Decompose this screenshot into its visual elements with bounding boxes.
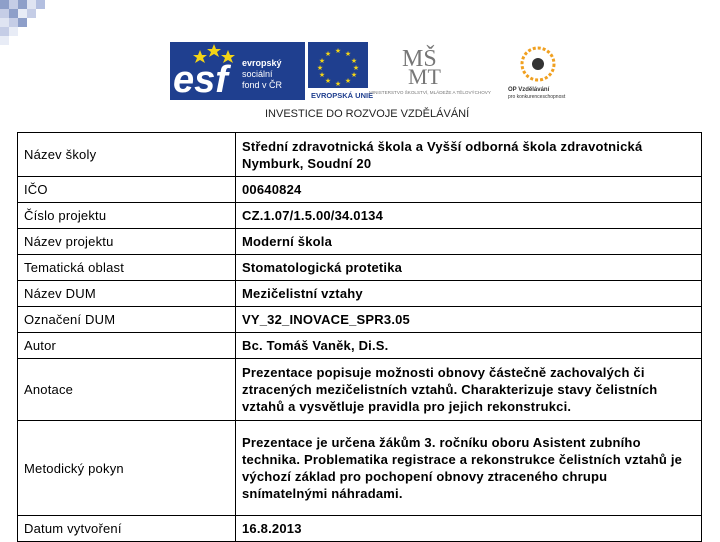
table-row [18, 307, 702, 333]
row-label: Datum vytvoření [18, 516, 236, 542]
table-row [18, 229, 702, 255]
dum-info-table-wrapper [17, 132, 702, 542]
row-value: Střední zdravotnická škola a Vyšší odborná škola zdravotnická Nymburk, Soudní 20 [236, 133, 702, 177]
project-logos-banner [170, 40, 600, 120]
row-label: Tematická oblast [18, 255, 236, 281]
op-logo-text-2: pro konkurenceschopnost [508, 94, 566, 100]
msmt-logo [369, 45, 491, 95]
esf-logo-text-3: fond v ČR [242, 80, 283, 90]
table-row [18, 281, 702, 307]
row-value: VY_32_INOVACE_SPR3.05 [236, 307, 702, 333]
row-label: Název školy [18, 133, 236, 177]
svg-text:★: ★ [352, 64, 360, 72]
row-label: Číslo projektu [18, 203, 236, 229]
dum-info-table [17, 132, 702, 542]
row-value: Prezentace je určena žákům 3. ročníku oboru Asistent zubního technika. Problematika registrace a rekonstrukce čelistních vztahů je výchozí základ pro pochopení obnovy ztraceného chrupu snímatelnými náhradami. [236, 421, 702, 516]
svg-text:★: ★ [350, 71, 358, 79]
row-label: Název projektu [18, 229, 236, 255]
table-row [18, 133, 702, 177]
row-label: Autor [18, 333, 236, 359]
row-value: Stomatologická protetika [236, 255, 702, 281]
msmt-logo-text: MINISTERSTVO ŠKOLSTVÍ, MLÁDEŽE A TĚLOVÝCHOVY [369, 90, 491, 95]
table-row [18, 421, 702, 516]
row-label: Název DUM [18, 281, 236, 307]
eu-flag-logo [308, 42, 373, 100]
table-row [18, 359, 702, 421]
svg-text:esf: esf [173, 59, 228, 101]
row-value: Prezentace popisuje možnosti obnovy částečně zachovalých či ztracených mezičelistních vztahů. Charakterizuje stavy čelistních vztahů a vysvětluje pravidla pro jejich rekonstrukci. [236, 359, 702, 421]
esf-logo-text-2: sociální [242, 69, 273, 79]
esf-logo [170, 42, 305, 101]
svg-text:★: ★ [350, 57, 358, 65]
row-value: Bc. Tomáš Vaněk, Di.S. [236, 333, 702, 359]
corner-squares-decoration [0, 0, 60, 45]
svg-text:MŠ: MŠ [402, 46, 437, 72]
svg-text:★: ★ [318, 71, 326, 79]
svg-text:MT: MT [408, 64, 441, 89]
svg-text:★: ★ [316, 64, 324, 72]
eu-logo-text: EVROPSKÁ UNIE [311, 91, 374, 100]
row-label: Anotace [18, 359, 236, 421]
row-value: Moderní škola [236, 229, 702, 255]
svg-text:★: ★ [324, 50, 332, 58]
svg-text:★: ★ [344, 50, 352, 58]
svg-text:★: ★ [334, 47, 342, 55]
op-logo-text-1: OP Vzdělávání [508, 87, 550, 93]
row-label: Označení DUM [18, 307, 236, 333]
svg-text:★: ★ [334, 80, 342, 88]
row-label: Metodický pokyn [18, 421, 236, 516]
row-value: Mezičelistní vztahy [236, 281, 702, 307]
svg-text:★: ★ [318, 57, 326, 65]
row-value: 16.8.2013 [236, 516, 702, 542]
esf-logo-text-1: evropský [242, 58, 282, 68]
table-row [18, 177, 702, 203]
slogan-text: INVESTICE DO ROZVOJE VZDĚLÁVÁNÍ [265, 108, 470, 120]
row-value: CZ.1.07/1.5.00/34.0134 [236, 203, 702, 229]
table-row [18, 203, 702, 229]
row-value: 00640824 [236, 177, 702, 203]
table-row [18, 255, 702, 281]
row-label: IČO [18, 177, 236, 203]
svg-text:★: ★ [344, 77, 352, 85]
svg-text:★: ★ [324, 77, 332, 85]
op-vzdelavani-logo [508, 48, 566, 100]
table-row [18, 516, 702, 542]
table-row [18, 333, 702, 359]
